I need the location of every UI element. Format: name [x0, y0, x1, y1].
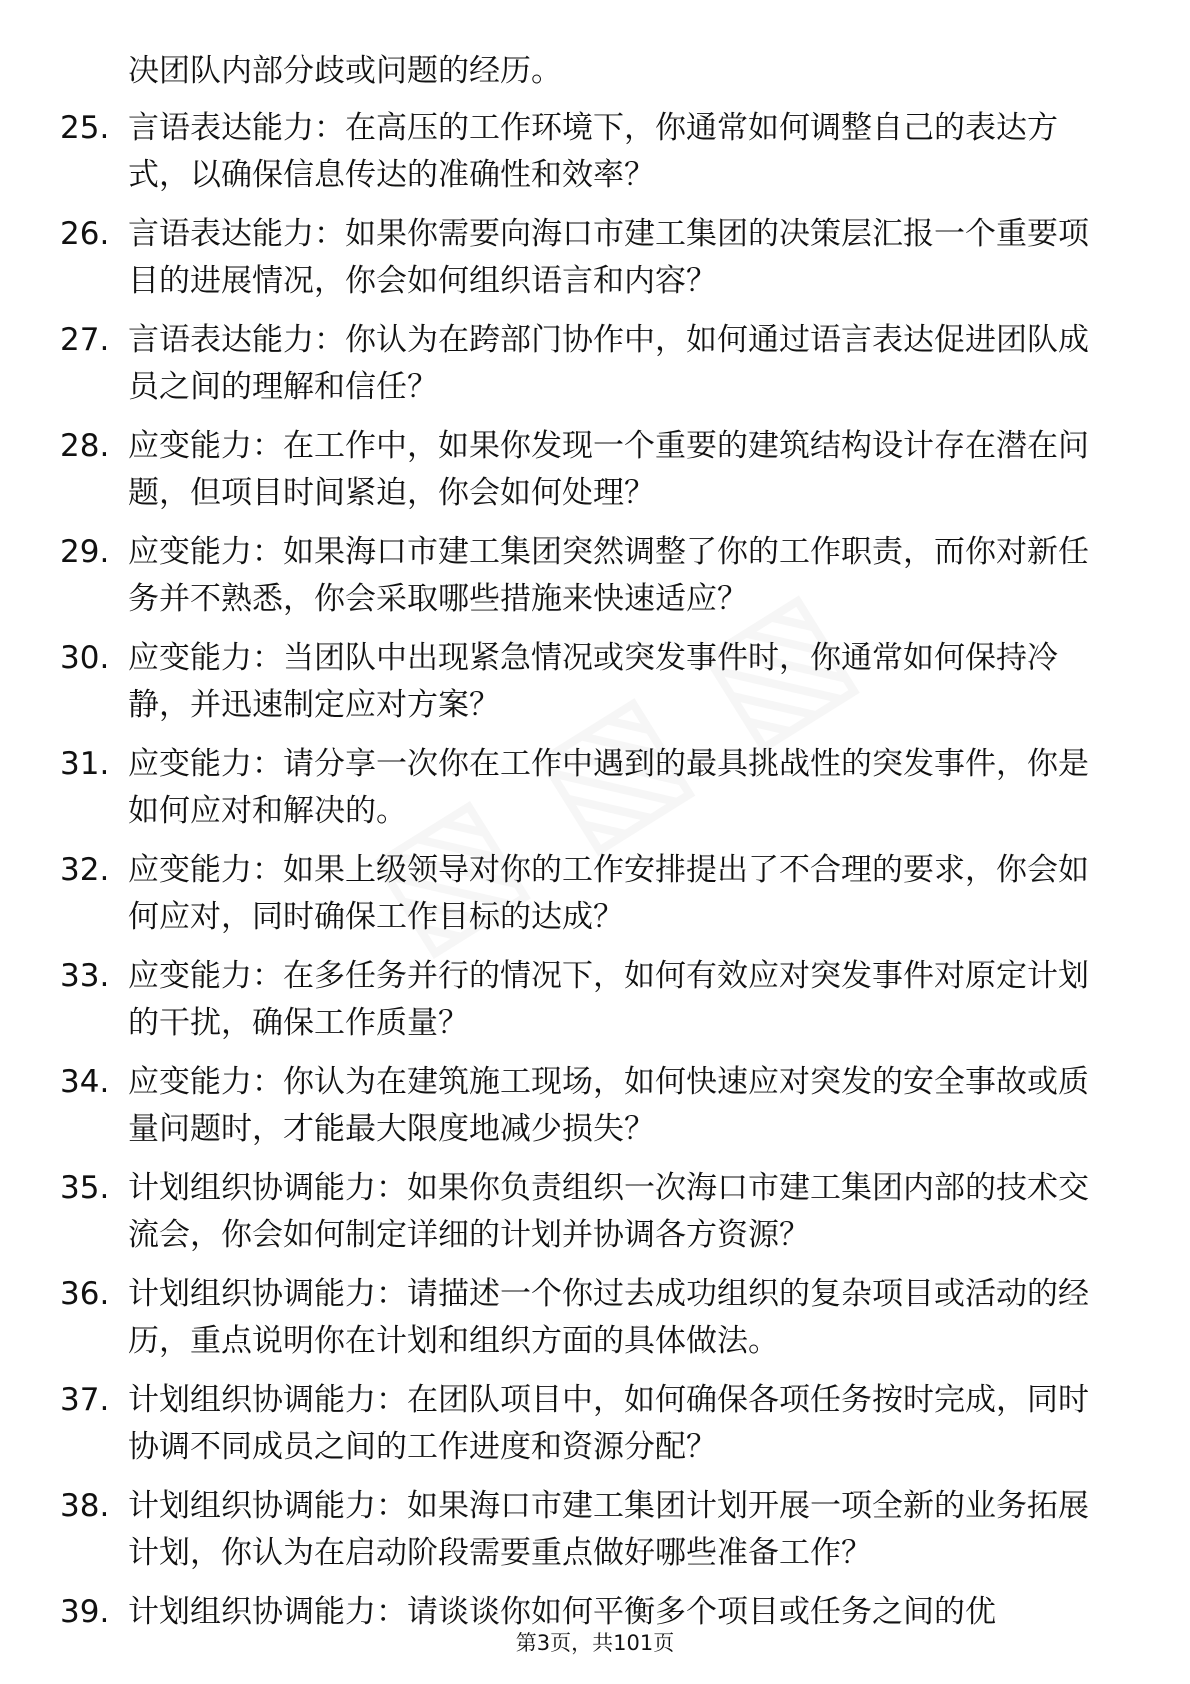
question-text: 应变能力：你认为在建筑施工现场，如何快速应对突发的安全事故或质量问题时，才能最大限度地减少损失？	[128, 1064, 1089, 1147]
question-item	[60, 741, 1120, 835]
question-number: 28.	[60, 428, 110, 464]
page-footer: 第3页，共101页	[515, 1631, 675, 1655]
question-item	[60, 1483, 1120, 1577]
question-text: 计划组织协调能力：请谈谈你如何平衡多个项目或任务之间的优	[128, 1594, 996, 1630]
question-number: 38.	[60, 1488, 110, 1524]
question-number: 32.	[60, 852, 110, 888]
question-number: 26.	[60, 216, 110, 252]
question-number: 30.	[60, 640, 110, 676]
question-item	[60, 1059, 1120, 1153]
question-list	[60, 105, 1120, 1648]
question-text: 计划组织协调能力：请描述一个你过去成功组织的复杂项目或活动的经历，重点说明你在计划和组织方面的具体做法。	[128, 1276, 1089, 1359]
question-text: 应变能力：在多任务并行的情况下，如何有效应对突发事件对原定计划的干扰，确保工作质量？	[128, 958, 1089, 1041]
question-item	[60, 635, 1120, 729]
question-text: 应变能力：请分享一次你在工作中遇到的最具挑战性的突发事件，你是如何应对和解决的。	[128, 746, 1089, 829]
question-number: 27.	[60, 322, 110, 358]
question-text: 计划组织协调能力：在团队项目中，如何确保各项任务按时完成，同时协调不同成员之间的工作进度和资源分配？	[128, 1382, 1089, 1465]
question-text: 言语表达能力：在高压的工作环境下，你通常如何调整自己的表达方式，以确保信息传达的准确性和效率？	[128, 110, 1058, 193]
question-text: 应变能力：如果上级领导对你的工作安排提出了不合理的要求，你会如何应对，同时确保工作目标的达成？	[128, 852, 1089, 935]
question-number: 33.	[60, 958, 110, 994]
question-item	[60, 211, 1120, 305]
question-item	[60, 1165, 1120, 1259]
question-item	[60, 529, 1120, 623]
question-item	[60, 317, 1120, 411]
question-item	[60, 423, 1120, 517]
question-number: 25.	[60, 110, 110, 146]
question-number: 31.	[60, 746, 110, 782]
question-text: 应变能力：在工作中，如果你发现一个重要的建筑结构设计存在潜在问题，但项目时间紧迫，你会如何处理？	[128, 428, 1089, 511]
question-number: 35.	[60, 1170, 110, 1206]
question-number: 34.	[60, 1064, 110, 1100]
question-text: 应变能力：当团队中出现紧急情况或突发事件时，你通常如何保持冷静，并迅速制定应对方案？	[128, 640, 1058, 723]
question-item	[60, 847, 1120, 941]
question-item	[60, 1271, 1120, 1365]
question-number: 36.	[60, 1276, 110, 1312]
question-number: 29.	[60, 534, 110, 570]
continuation-text: 决团队内部分歧或问题的经历。	[128, 53, 562, 89]
question-number: 39.	[60, 1594, 110, 1630]
question-text: 应变能力：如果海口市建工集团突然调整了你的工作职责，而你对新任务并不熟悉，你会采取哪些措施来快速适应？	[128, 534, 1089, 617]
question-text: 言语表达能力：你认为在跨部门协作中，如何通过语言表达促进团队成员之间的理解和信任？	[128, 322, 1089, 405]
question-text: 言语表达能力：如果你需要向海口市建工集团的决策层汇报一个重要项目的进展情况，你会如何组织语言和内容？	[128, 216, 1089, 299]
question-item	[60, 105, 1120, 199]
question-item	[60, 953, 1120, 1047]
question-text: 计划组织协调能力：如果你负责组织一次海口市建工集团内部的技术交流会，你会如何制定详细的计划并协调各方资源？	[128, 1170, 1089, 1253]
question-text: 计划组织协调能力：如果海口市建工集团计划开展一项全新的业务拓展计划，你认为在启动阶段需要重点做好哪些准备工作？	[128, 1488, 1089, 1571]
question-item	[60, 1377, 1120, 1471]
question-number: 37.	[60, 1382, 110, 1418]
